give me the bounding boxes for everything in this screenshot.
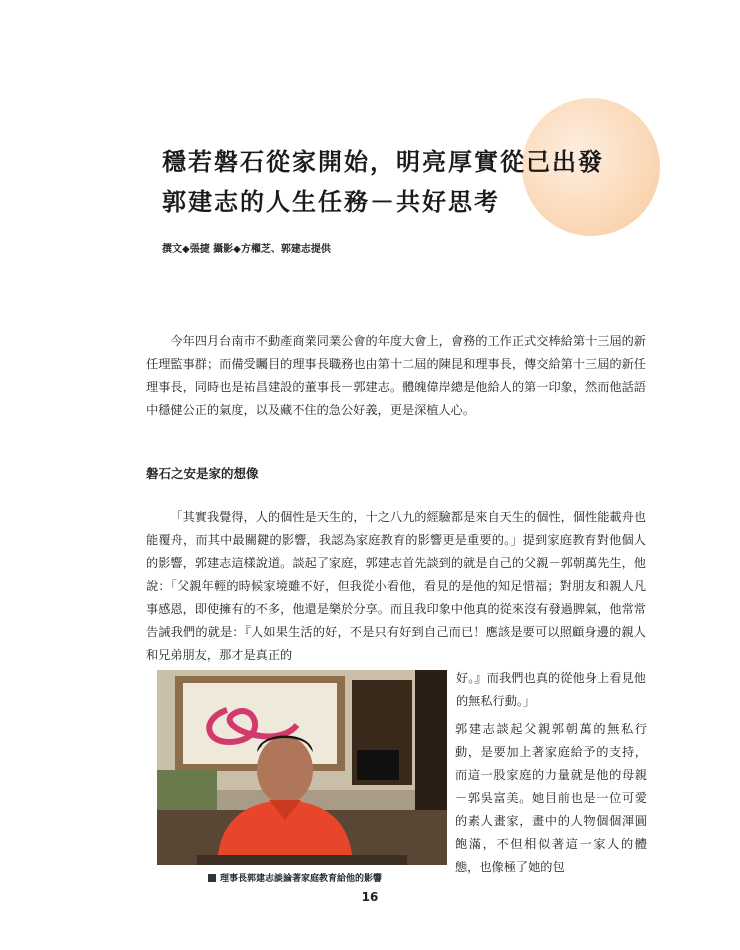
photo (157, 670, 447, 865)
intro-paragraph: 今年四月台南市不動產商業同業公會的年度大會上，會務的工作正式交棒給第十三屆的新任理監事群；而備受矚目的理事長職務也由第十二屆的陳昆和理事長，傳交給第十三屆的新任理事長，同時也是祐昌建設的董事長－郭建志。體魄偉岸總是他給人的第一印象，然而他話語中穩健公正的氣度，以及藏不住的急公好義，更是深植人心。 (146, 334, 646, 417)
photo-illustration (157, 670, 447, 865)
title-line-1: 穩若磐石從家開始，明亮厚實從己出發 (162, 147, 604, 176)
page-number: 16 (361, 890, 379, 904)
quote-paragraph-text: 「其實我覺得，人的個性是天生的，十之八九的經驗都是來自天生的個性，個性能載舟也能覆舟，而其中最關鍵的影響，我認為家庭教育的影響更是重要的。」提到家庭教育對他個人的影響，郭建志這樣說道。談起了家庭，郭建志首先談到的就是自己的父親－郭朝萬先生，他說：「父親年輕的時候家境雖不好，但我從小看他，看見的是他的知足惜福；對朋友和親人凡事感恩，即使擁有的不多，他還是樂於分享。而且我印象中他真的從來沒有發過脾氣，他常常告誡我們的就是：『人如果生活的好，不是只有好到自己而已！應該是要可以照顧身邊的親人和兄弟朋友，那才是真正的 (146, 510, 646, 662)
caption-square-icon (208, 874, 216, 882)
section-subheading: 磐石之安是家的想像 (146, 466, 259, 481)
title-line-2: 郭建志的人生任務－共好思考 (162, 187, 500, 216)
family-paragraph: 郭建志談起父親郭朝萬的無私行動，是要加上著家庭給予的支持，而這一股家庭的力量就是他的母親－郭吳富美。她目前也是一位可愛的素人畫家，畫中的人物個個渾圓飽滿，不但相似著這一家人的體態，也像極了她的包 (455, 722, 647, 874)
photo-caption (208, 871, 382, 884)
quote-paragraph-cont: 好。』而我們也真的從他身上看見他的無私行動。」 (456, 671, 646, 708)
credits-line: 撰文◆張捷 攝影◆方櫂芝、郭建志提供 (162, 244, 331, 255)
photo-caption-text: 理事長郭建志談論著家庭教育給他的影響 (220, 874, 383, 884)
article-title (162, 142, 682, 222)
